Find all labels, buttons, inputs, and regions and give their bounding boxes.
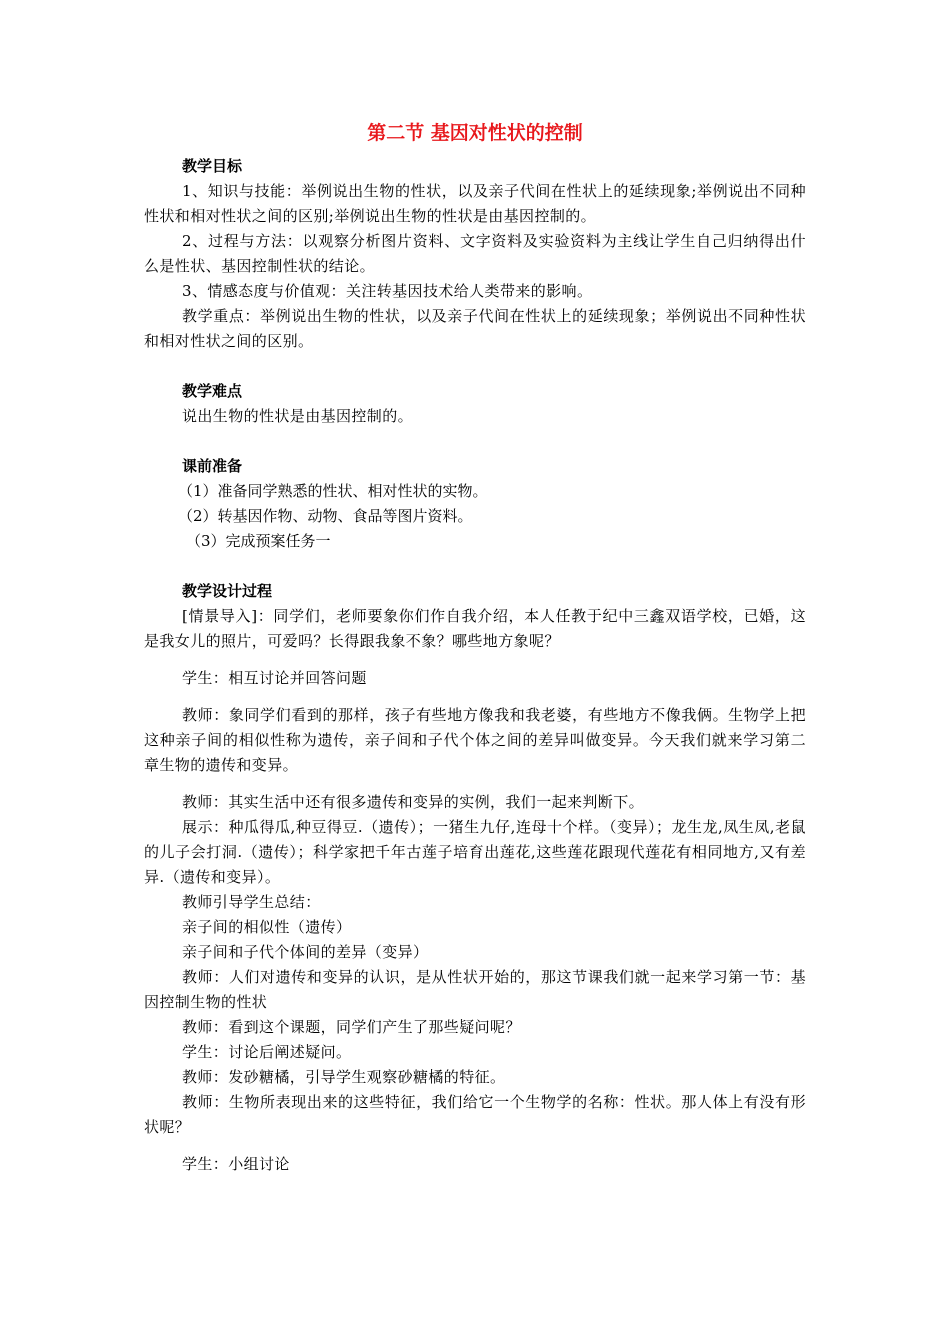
page-title: 第二节 基因对性状的控制 [367, 122, 583, 144]
list-item: （1）准备同学熟悉的性状、相对性状的实物。 [178, 482, 488, 500]
section-heading-design-process: 教学设计过程 [182, 582, 273, 600]
paragraph: 学生：相互讨论并回答问题 [182, 669, 367, 687]
paragraph: 教师：生物所表现出来的这些特征，我们给它一个生物学的名称：性状。那人体上有没有形状呢？ [144, 1093, 806, 1136]
paragraph: 亲子间和子代个体间的差异（变异） [182, 943, 429, 961]
paragraph: 教学重点：举例说出生物的性状，以及亲子代间在性状上的延续现象；举例说出不同种性状和相对性状之间的区别。 [144, 307, 806, 350]
section-heading-difficulty: 教学难点 [182, 382, 243, 400]
paragraph: 教师：象同学们看到的那样，孩子有些地方像我和我老婆，有些地方不像我俩。生物学上把这种亲子间的相似性称为遗传，亲子间和子代个体之间的差异叫做变异。今天我们就来学习第二章生物的遗传和变异。 [144, 706, 806, 774]
paragraph: [情景导入]：同学们，老师要象你们作自我介绍，本人任教于纪中三鑫双语学校，已婚，这是我女儿的照片，可爱吗？长得跟我象不象？哪些地方象呢？ [144, 607, 806, 650]
list-item: （3）完成预案任务一 [186, 532, 331, 550]
section-heading-preparation: 课前准备 [182, 457, 243, 475]
paragraph: 教师：发砂糖橘，引导学生观察砂糖橘的特征。 [182, 1068, 506, 1086]
paragraph: 展示：种瓜得瓜,种豆得豆.（遗传）；一猪生九仔,连母十个样。（变异）；龙生龙,凤生凤,老鼠的儿子会打洞.（遗传）；科学家把千年古莲子培育出莲花,这些莲花跟现代莲花有相同地方,又有差异.（遗传和变异）。 [144, 818, 806, 886]
paragraph: 教师：看到这个课题，同学们产生了那些疑问呢？ [182, 1018, 521, 1036]
paragraph: 1、知识与技能：举例说出生物的性状，以及亲子代间在性状上的延续现象;举例说出不同种性状和相对性状之间的区别;举例说出生物的性状是由基因控制的。 [144, 182, 806, 225]
paragraph: 学生：讨论后阐述疑问。 [182, 1043, 352, 1061]
document-page [144, 118, 806, 1177]
paragraph: 3、情感态度与价值观：关注转基因技术给人类带来的影响。 [182, 282, 593, 300]
paragraph: 教师引导学生总结： [182, 893, 321, 911]
paragraph: 亲子间的相似性（遗传） [182, 918, 352, 936]
paragraph: 教师：其实生活中还有很多遗传和变异的实例，我们一起来判断下。 [182, 793, 645, 811]
paragraph: 说出生物的性状是由基因控制的。 [182, 407, 414, 425]
paragraph: 教师：人们对遗传和变异的认识，是从性状开始的，那这节课我们就一起来学习第一节：基因控制生物的性状 [144, 968, 806, 1011]
paragraph: 2、过程与方法：以观察分析图片资料、文字资料及实验资料为主线让学生自己归纳得出什么是性状、基因控制性状的结论。 [144, 232, 806, 275]
paragraph: 学生：小组讨论 [182, 1155, 290, 1173]
section-heading-teaching-goals: 教学目标 [182, 157, 243, 175]
list-item: （2）转基因作物、动物、食品等图片资料。 [178, 507, 473, 525]
